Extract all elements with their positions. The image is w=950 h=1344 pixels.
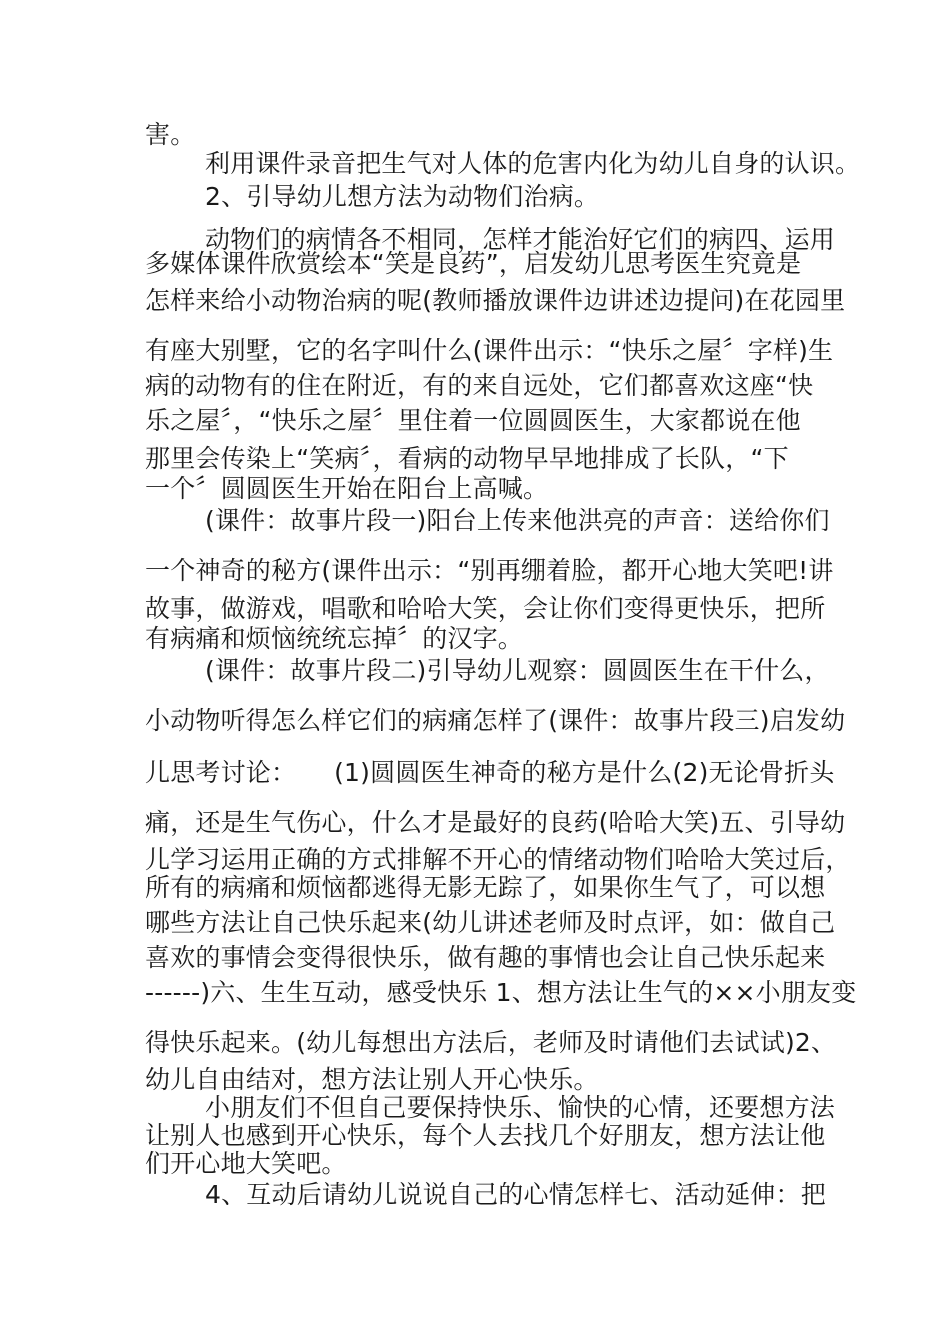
text-line: 喜欢的事情会变得很快乐，做有趣的事情也会让自己快乐起来 xyxy=(145,943,826,972)
text-line: 病的动物有的住在附近，有的来自远处，它们都喜欢这座“快 xyxy=(145,371,814,400)
text-line: 一个〞圆圆医生开始在阳台上高喊。 xyxy=(145,474,549,503)
text-line: 2、引导幼儿想方法为动物们治病。 xyxy=(205,182,600,211)
text-line: 怎样来给小动物治病的呢(教师播放课件边讲述边提问)在花园里 xyxy=(145,286,846,315)
text-line: 一个神奇的秘方(课件出示：“别再绷着脸，都开心地大笑吧!讲 xyxy=(145,556,834,585)
text-line: 让别人也感到开心快乐，每个人去找几个好朋友，想方法让他 xyxy=(145,1121,826,1150)
text-line: 害。 xyxy=(145,120,196,149)
text-line: 有座大别墅，它的名字叫什么(课件出示：“快乐之屋〞字样)生 xyxy=(145,336,834,365)
text-line: 所有的病痛和烦恼都逃得无影无踪了，如果你生气了，可以想 xyxy=(145,873,826,902)
text-line: 动物们的病情各不相同，怎样才能治好它们的病四、运用 xyxy=(205,225,836,254)
text-line: 多媒体课件欣赏绘本“笑是良药”，启发幼儿思考医生究竟是 xyxy=(145,249,802,278)
text-line: 幼儿自由结对，想方法让别人开心快乐。 xyxy=(145,1065,599,1094)
text-line: 哪些方法让自己快乐起来(幼儿讲述老师及时点评，如：做自己 xyxy=(145,908,836,937)
text-line: 故事，做游戏，唱歌和哈哈大笑，会让你们变得更快乐，把所 xyxy=(145,594,826,623)
text-line: 儿学习运用正确的方式排解不开心的情绪动物们哈哈大笑过后， xyxy=(145,845,851,874)
text-line: 乐之屋〞，“快乐之屋〞里住着一位圆圆医生，大家都说在他 xyxy=(145,406,801,435)
text-line: 那里会传染上“笑病〞，看病的动物早早地排成了长队，“下 xyxy=(145,444,789,473)
text-line: (课件：故事片段一)阳台上传来他洪亮的声音：送给你们 xyxy=(205,506,830,535)
text-line: 4、互动后请幼儿说说自己的心情怎样七、活动延伸：把 xyxy=(205,1180,826,1209)
text-line: 痛，还是生气伤心，什么才是最好的良药(哈哈大笑)五、引导幼 xyxy=(145,808,846,837)
text-line: ------)六、生生互动，感受快乐 1、想方法让生气的××小朋友变 xyxy=(145,978,857,1007)
text-line: 小动物听得怎么样它们的病痛怎样了(课件：故事片段三)启发幼 xyxy=(145,706,846,735)
text-line: 们开心地大笑吧。 xyxy=(145,1149,347,1178)
text-line: 得快乐起来。(幼儿每想出方法后，老师及时请他们去试试)2、 xyxy=(145,1028,837,1057)
text-line: 儿思考讨论： (1)圆圆医生神奇的秘方是什么(2)无论骨折头 xyxy=(145,758,835,787)
text-line: 有病痛和烦恼统统忘掉〞的汉字。 xyxy=(145,624,524,653)
text-line: 小朋友们不但自己要保持快乐、愉快的心情，还要想方法 xyxy=(205,1093,836,1122)
text-line: 利用课件录音把生气对人体的危害内化为幼儿自身的认识。 xyxy=(205,149,861,178)
text-line: (课件：故事片段二)引导幼儿观察：圆圆医生在干什么， xyxy=(205,656,830,685)
